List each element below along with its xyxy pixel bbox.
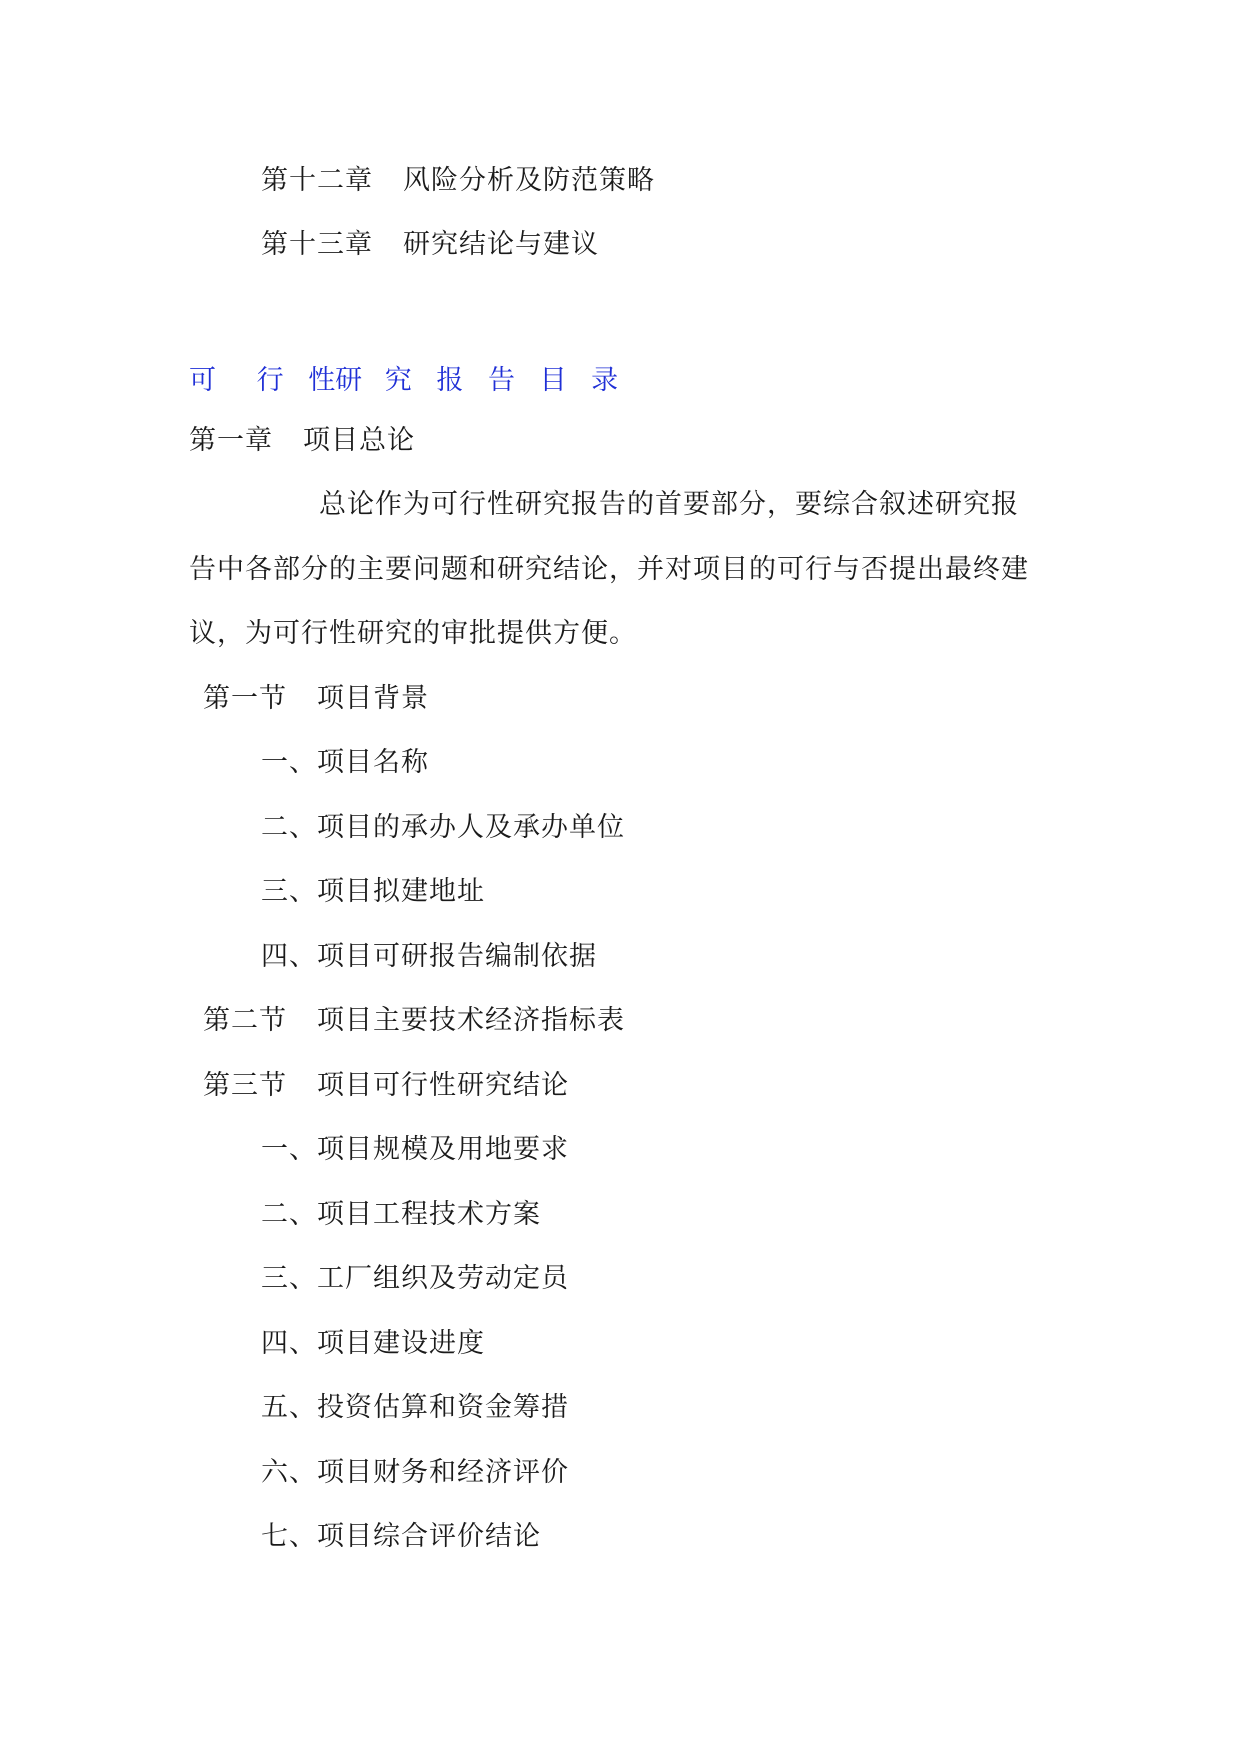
intro-paragraph-line-3: 议，为可行性研究的审批提供方便。	[189, 618, 637, 649]
toc-item: 二、项目的承办人及承办单位	[261, 812, 625, 843]
toc-item: 三、项目拟建地址	[261, 876, 485, 907]
toc-item: 四、项目可研报告编制依据	[261, 941, 597, 972]
toc-heading-char: 目	[539, 365, 567, 396]
chapter-number: 第一章	[189, 425, 273, 456]
toc-item: 三、工厂组织及劳动定员	[261, 1263, 569, 1294]
prev-chapter-12	[261, 163, 655, 199]
toc-heading-char: 究	[384, 365, 412, 396]
chapter-1-heading	[189, 423, 415, 459]
section-3-heading	[203, 1068, 569, 1104]
prev-chapter-13	[261, 227, 599, 263]
chapter-number: 第十二章	[261, 165, 373, 196]
toc-item: 五、投资估算和资金筹措	[261, 1392, 569, 1423]
chapter-number: 第十三章	[261, 229, 373, 260]
toc-heading-char: 性研	[308, 365, 363, 396]
section-number: 第二节	[203, 1005, 287, 1036]
section-number: 第一节	[203, 683, 287, 714]
chapter-title: 研究结论与建议	[403, 229, 599, 260]
intro-paragraph-line-2: 告中各部分的主要问题和研究结论，并对项目的可行与否提出最终建	[189, 554, 1029, 585]
toc-heading-char: 报	[436, 365, 464, 396]
section-title: 项目主要技术经济指标表	[317, 1005, 625, 1036]
toc-heading-char: 行	[256, 365, 284, 396]
toc-item: 四、项目建设进度	[261, 1328, 485, 1359]
toc-item: 一、项目规模及用地要求	[261, 1134, 569, 1165]
toc-heading-char: 录	[591, 365, 619, 396]
toc-item: 一、项目名称	[261, 747, 429, 778]
chapter-title: 风险分析及防范策略	[403, 165, 655, 196]
intro-paragraph-line-1: 总论作为可行性研究报告的首要部分，要综合叙述研究报	[319, 489, 1019, 520]
toc-item: 七、项目综合评价结论	[261, 1521, 541, 1552]
toc-heading-char: 告	[487, 365, 515, 396]
toc-heading-char: 可	[189, 365, 216, 396]
section-title: 项目背景	[317, 683, 429, 714]
section-1-heading	[203, 681, 429, 717]
section-title: 项目可行性研究结论	[317, 1070, 569, 1101]
toc-item: 二、项目工程技术方案	[261, 1199, 541, 1230]
toc-item: 六、项目财务和经济评价	[261, 1457, 569, 1488]
section-2-heading	[203, 1003, 625, 1039]
section-number: 第三节	[203, 1070, 287, 1101]
toc-heading	[189, 363, 618, 399]
chapter-title: 项目总论	[303, 425, 415, 456]
